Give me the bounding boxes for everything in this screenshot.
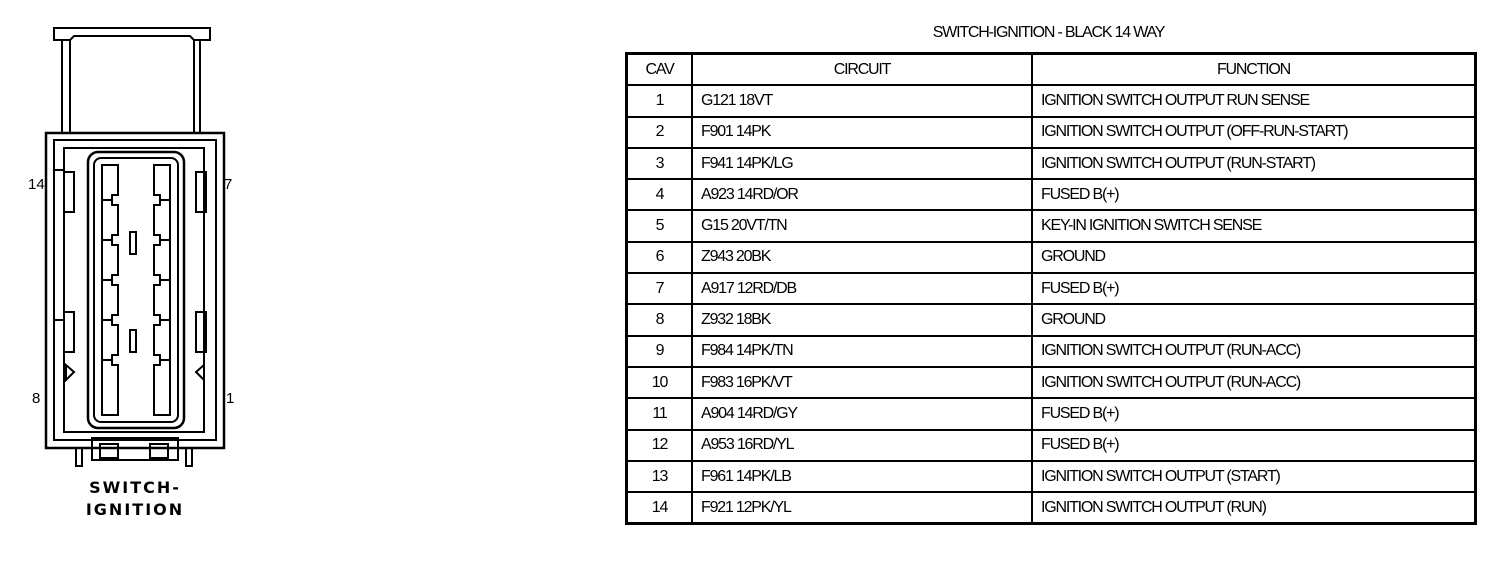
table-row xyxy=(627,85,1476,116)
cell-cav: 1 xyxy=(627,85,693,116)
cell-circuit: F921 12PK/YL xyxy=(692,492,1032,524)
cell-cav: 11 xyxy=(627,398,693,429)
table-row xyxy=(627,461,1476,492)
table-row xyxy=(627,148,1476,179)
cell-function: FUSED B(+) xyxy=(1032,179,1476,210)
cell-cav: 3 xyxy=(627,148,693,179)
cell-circuit: F961 14PK/LB xyxy=(692,461,1032,492)
cell-cav: 13 xyxy=(627,461,693,492)
header-function: FUNCTION xyxy=(1032,54,1476,86)
cell-cav: 6 xyxy=(627,242,693,273)
cell-cav: 8 xyxy=(627,304,693,335)
caption-line-1: SWITCH- xyxy=(89,478,181,497)
cell-circuit: A923 14RD/OR xyxy=(692,179,1032,210)
cell-function: IGNITION SWITCH OUTPUT (RUN-ACC) xyxy=(1032,367,1476,398)
cell-circuit: A904 14RD/GY xyxy=(692,398,1032,429)
cell-circuit: F984 14PK/TN xyxy=(692,336,1032,367)
cell-function: FUSED B(+) xyxy=(1032,430,1476,461)
pin-label-1: 1 xyxy=(226,390,235,407)
table-row xyxy=(627,210,1476,241)
table-row xyxy=(627,273,1476,304)
cell-function: IGNITION SWITCH OUTPUT (START) xyxy=(1032,461,1476,492)
table-row xyxy=(627,179,1476,210)
connector-body xyxy=(46,133,224,448)
cell-function: IGNITION SWITCH OUTPUT RUN SENSE xyxy=(1032,85,1476,116)
cell-circuit: Z932 18BK xyxy=(692,304,1032,335)
cell-cav: 10 xyxy=(627,367,693,398)
table-row xyxy=(627,117,1476,148)
cell-circuit: F941 14PK/LG xyxy=(692,148,1032,179)
table-row xyxy=(627,430,1476,461)
cell-cav: 9 xyxy=(627,336,693,367)
table-header-row xyxy=(627,54,1476,86)
table-row xyxy=(627,367,1476,398)
table-title: SWITCH-IGNITION - BLACK 14 WAY xyxy=(932,24,1165,41)
cell-function: FUSED B(+) xyxy=(1032,398,1476,429)
pin-label-14: 14 xyxy=(28,176,45,193)
table-row xyxy=(627,336,1476,367)
header-cav: CAV xyxy=(627,54,693,86)
cell-circuit: G15 20VT/TN xyxy=(692,210,1032,241)
caption-line-2: IGNITION xyxy=(85,500,185,519)
cell-cav: 14 xyxy=(627,492,693,524)
connector-caption xyxy=(60,477,210,521)
cell-function: GROUND xyxy=(1032,242,1476,273)
table-row xyxy=(627,304,1476,335)
cell-cav: 12 xyxy=(627,430,693,461)
table-row xyxy=(627,398,1476,429)
cell-function: FUSED B(+) xyxy=(1032,273,1476,304)
cell-function: IGNITION SWITCH OUTPUT (RUN-ACC) xyxy=(1032,336,1476,367)
cell-function: IGNITION SWITCH OUTPUT (RUN) xyxy=(1032,492,1476,524)
pin-label-7: 7 xyxy=(224,176,233,193)
cavity-block xyxy=(88,152,184,428)
cell-circuit: A917 12RD/DB xyxy=(692,273,1032,304)
cell-circuit: Z943 20BK xyxy=(692,242,1032,273)
header-circuit: CIRCUIT xyxy=(692,54,1032,86)
cell-function: GROUND xyxy=(1032,304,1476,335)
table-row xyxy=(627,242,1476,273)
cell-cav: 5 xyxy=(627,210,693,241)
connector-bottom-tab xyxy=(76,438,192,466)
cell-circuit: A953 16RD/YL xyxy=(692,430,1032,461)
cell-function: KEY-IN IGNITION SWITCH SENSE xyxy=(1032,210,1476,241)
table-row xyxy=(627,492,1476,524)
pinout-table xyxy=(625,52,1477,525)
cell-cav: 2 xyxy=(627,117,693,148)
cell-cav: 4 xyxy=(627,179,693,210)
cell-circuit: G121 18VT xyxy=(692,85,1032,116)
cell-cav: 7 xyxy=(627,273,693,304)
cell-function: IGNITION SWITCH OUTPUT (OFF-RUN-START) xyxy=(1032,117,1476,148)
cell-circuit: F983 16PK/VT xyxy=(692,367,1032,398)
pin-label-8: 8 xyxy=(32,390,41,407)
cell-function: IGNITION SWITCH OUTPUT (RUN-START) xyxy=(1032,148,1476,179)
connector-hood xyxy=(54,28,210,133)
cell-circuit: F901 14PK xyxy=(692,117,1032,148)
